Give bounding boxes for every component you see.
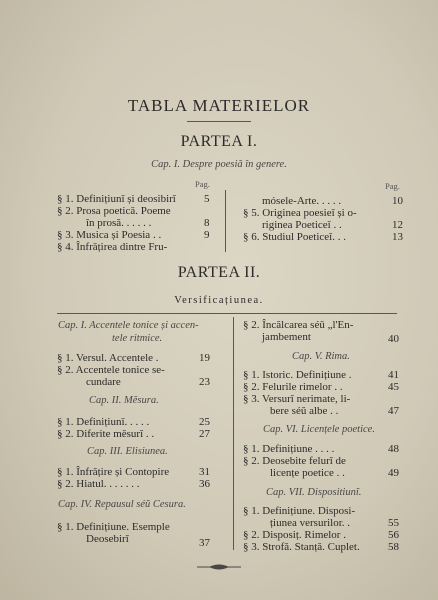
chapter-heading: Cap. II. Mĕsura. [89,395,159,406]
toc-page: 47 [388,405,399,417]
toc-page: 31 [199,466,210,478]
toc-page: 8 [204,217,210,229]
toc-page: 48 [388,443,399,455]
toc-entry: § 1. Definițiunĭ și deosibirĭ [57,193,176,205]
column-divider [225,190,226,252]
toc-page: 13 [392,231,403,243]
toc-page: 12 [392,219,403,231]
toc-entry: § 1. Definițiune. Disposi- [243,505,356,517]
toc-entry: § 6. Studiul Poeticeĭ. . . [243,231,346,243]
toc-entry: jambement [262,331,311,343]
toc-page: 56 [388,529,399,541]
toc-page: 27 [199,428,210,440]
toc-entry: § 2. Diferite mĕsurĭ . . [57,428,155,440]
toc-entry: în prosă. . . . . . [86,217,152,229]
part1-title: PARTEA I. [180,133,258,150]
toc-entry: § 1. Înfrățire și Contopire [57,466,170,478]
toc-entry: § 3. Musica și Poesia . . [57,229,162,241]
toc-entry: § 5. Originea poesieĭ și o- [243,207,357,219]
toc-page: 9 [204,229,210,241]
section-rule [57,313,397,314]
toc-page: 55 [388,517,399,529]
toc-page: 25 [199,416,210,428]
part2-subtitle: Versificațiunea. [174,295,264,306]
chapter-heading: Cap. V. Rima. [292,351,350,362]
toc-entry: Deosebirĭ [86,533,129,545]
toc-entry: mósele-Arte. . . . . [262,195,342,207]
ornament-divider-icon [195,562,243,572]
toc-page: 40 [388,333,399,345]
toc-entry: § 2. Prosa poetică. Poeme [57,205,171,217]
toc-entry: cundare [86,376,121,388]
toc-entry: § 3. Strofă. Stanță. Cuplet. [243,541,360,553]
toc-page: 23 [199,376,210,388]
toc-page: 36 [199,478,210,490]
toc-entry: licențe poetice . . [270,467,345,479]
toc-page: 41 [388,369,399,381]
chapter-heading: tele ritmice. [112,333,163,344]
toc-page: 10 [392,195,403,207]
column-divider [233,317,234,550]
chapter-heading: Cap. VI. Licențele poetice. [263,424,375,435]
toc-page: 37 [199,537,210,549]
toc-entry: riginea Poeticeĭ . . [262,219,342,231]
toc-entry: bere séŭ albe . . [270,405,339,417]
toc-entry: § 1. Definițiune. Esemple [57,521,170,533]
toc-page: 49 [388,467,399,479]
toc-entry: § 2. Accentele tonice se- [57,364,165,376]
toc-page: 45 [388,381,399,393]
part2-title: PARTEA II. [177,264,261,281]
toc-entry: § 2. Disposiț. Rimelor . [243,529,346,541]
toc-entry: § 2. Deosebite felurĭ de [243,455,346,467]
pag-label-left: Pag. [195,179,210,189]
toc-page: 19 [199,352,210,364]
chapter-heading: Cap. I. Accentele tonice și accen- [58,320,199,331]
toc-entry: țiunea versurilor. . [270,517,351,529]
toc-entry: § 2. Felurile rimelor . . [243,381,343,393]
toc-entry: § 1. Istoric. Definițiune . [243,369,352,381]
toc-entry: § 2. Încălcarea séŭ „l'En- [243,319,354,331]
toc-page: 5 [204,193,210,205]
pag-label-right: Pag. [385,181,400,191]
title-underline [187,121,251,122]
chapter-heading: Cap. III. Elisiunea. [87,446,168,457]
chapter-heading: Cap. IV. Repausul séŭ Cesura. [58,499,186,510]
page-title: TABLA MATERIELOR [127,96,311,115]
toc-entry: § 3. Versurĭ nerimate, li- [243,393,351,405]
toc-entry: § 1. Versul. Accentele . [57,352,159,364]
toc-entry: § 4. Înfrățirea dintre Fru- [57,241,168,253]
part1-chapter: Cap. I. Despre poesiă în genere. [151,159,287,170]
toc-entry: § 1. Definițiune . . . . [243,443,335,455]
toc-page: 58 [388,541,399,553]
toc-entry: § 1. Definițiunĭ. . . . . [57,416,150,428]
chapter-heading: Cap. VII. Dispositiunĭ. [266,487,362,498]
toc-entry: § 2. Hiatul. . . . . . . [57,478,140,490]
